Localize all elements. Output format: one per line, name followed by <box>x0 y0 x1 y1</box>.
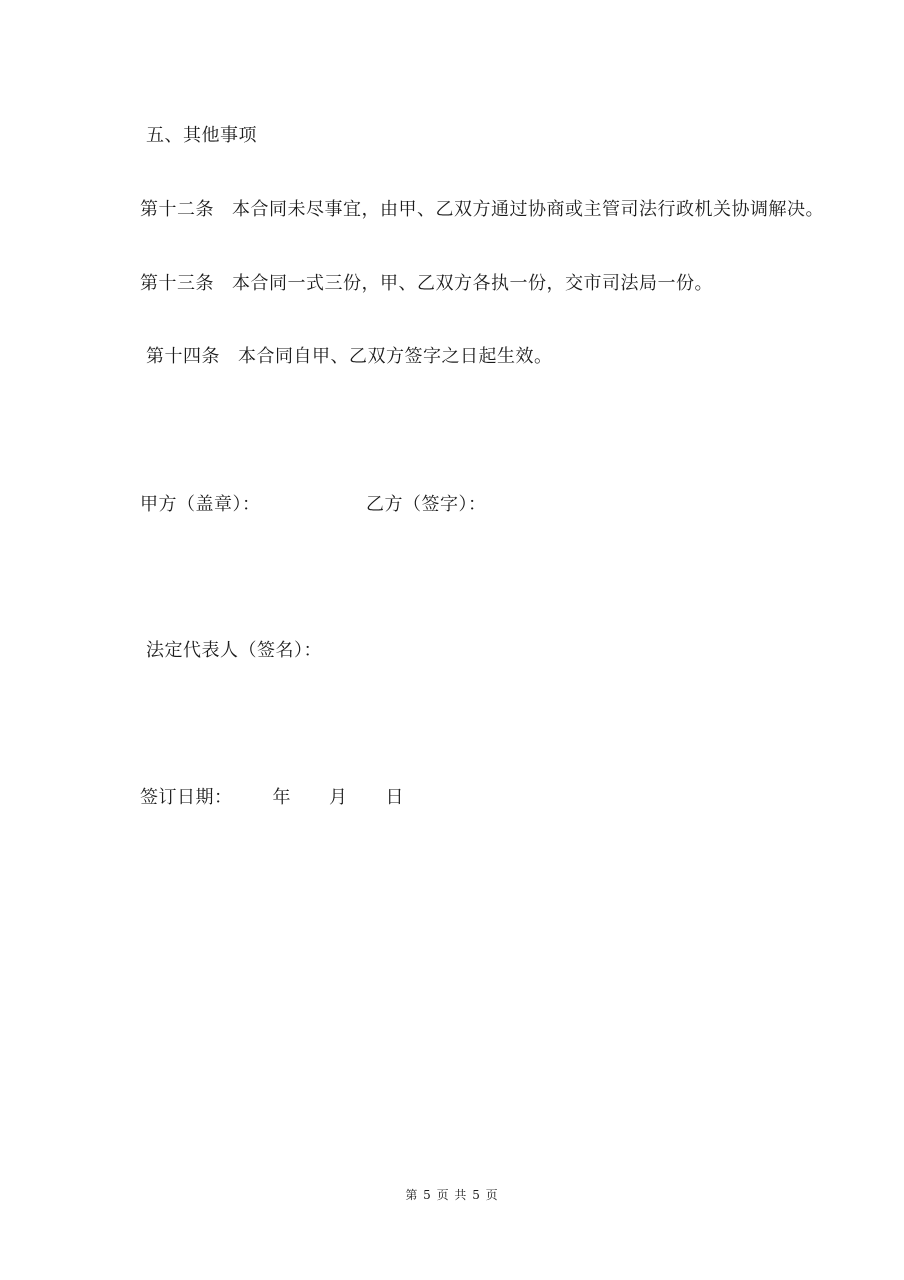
article-13-number: 第十三条 <box>140 273 214 294</box>
date-label: 签订日期： <box>140 787 233 808</box>
party-b-label: 乙方（签字）： <box>366 494 487 515</box>
section-heading <box>146 124 257 148</box>
date-month: 月 <box>329 787 348 808</box>
date-year: 年 <box>272 787 291 808</box>
article-13-text: 本合同一式三份，甲、乙双方各执一份，交市司法局一份。 <box>232 273 713 294</box>
legal-representative <box>146 639 322 663</box>
page-footer <box>0 1186 904 1204</box>
article-12 <box>140 198 824 222</box>
party-a-signature <box>140 493 261 517</box>
article-13 <box>140 272 713 296</box>
party-b-signature <box>366 493 487 517</box>
section-heading-text: 五、其他事项 <box>146 125 257 146</box>
article-14-number: 第十四条 <box>146 346 220 367</box>
party-a-label: 甲方（盖章）： <box>140 494 261 515</box>
article-14-text: 本合同自甲、乙双方签字之日起生效。 <box>238 346 553 367</box>
date-day: 日 <box>385 787 404 808</box>
legal-representative-label: 法定代表人（签名）： <box>146 640 322 661</box>
article-12-text: 本合同未尽事宜，由甲、乙双方通过协商或主管司法行政机关协调解决。 <box>232 199 824 220</box>
signing-date <box>140 786 404 810</box>
article-12-number: 第十二条 <box>140 199 214 220</box>
page-number: 第 5 页 共 5 页 <box>405 1188 499 1202</box>
article-14 <box>146 345 553 369</box>
